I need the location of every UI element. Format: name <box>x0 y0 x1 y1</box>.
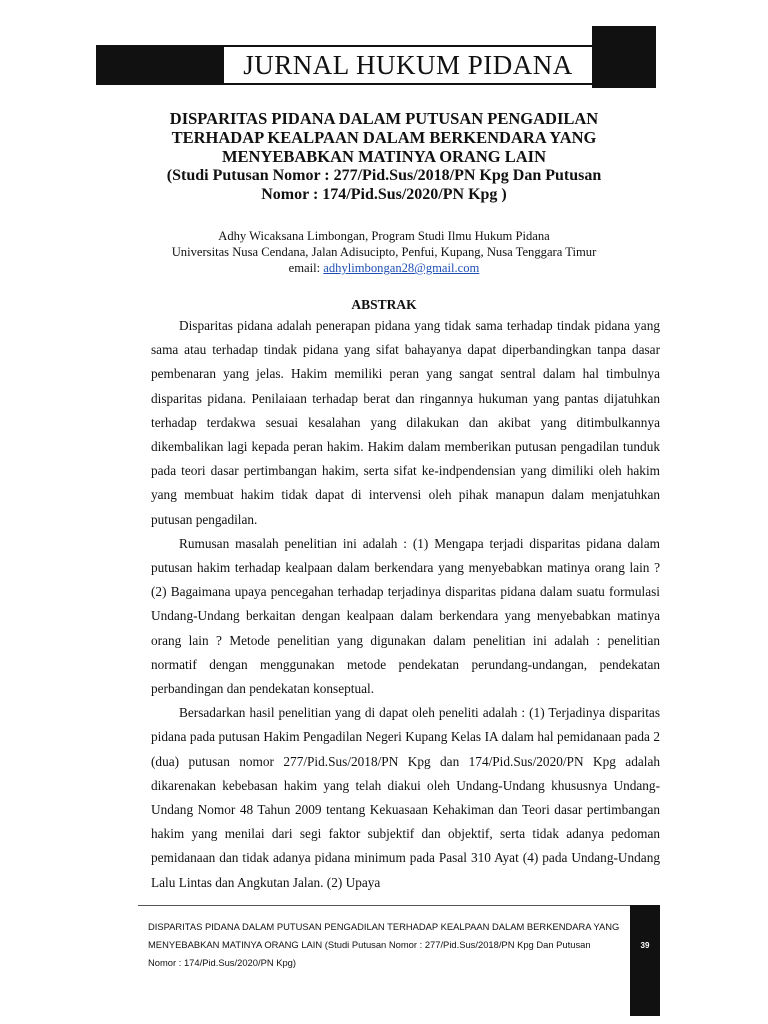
abstract-paragraph: Disparitas pidana adalah penerapan pidana yang tidak sama terhadap tindak pidana yang sama atau terhadap tindak pidana yang sifat bahayanya dapat diperbandingkan tanpa dasar pembenaran yang jelas. Hakim memiliki peran yang sangat sentral dalam hal timbulnya disparitas pidana. Penilaiaan terhadap berat dan ringannya hukuman yang pantas dijatuhkan terhadap terdakwa sesuai kesalahan yang dilakukan dan akibat yang ditimbulkannya dikembalikan lagi kepada peran hakim. Hakim dalam memberikan putusan pengadilan tunduk pada teori dasar pertimbangan hakim, serta sifat ke-indpendensian yang dimiliki oleh hakim yang membuat hakim tidak dapat di intervensi oleh pihak manapun dalam menjatuhkan putusan pengadilan. <box>151 318 660 527</box>
footer-line: Nomor : 174/Pid.Sus/2020/PN Kpg) <box>148 957 296 968</box>
journal-title: JURNAL HUKUM PIDANA <box>224 45 592 85</box>
author-affiliation: Universitas Nusa Cendana, Jalan Adisucipto, Penfui, Kupang, Nusa Tenggara Timur <box>171 245 597 259</box>
title-line: MENYEBABKAN MATINYA ORANG LAIN <box>221 147 547 166</box>
footer-divider <box>138 905 630 906</box>
article-title <box>110 109 658 204</box>
page-number-block <box>630 905 660 1016</box>
header-black-block-left <box>96 45 224 85</box>
header-black-block-right <box>592 26 656 88</box>
title-line: TERHADAP KEALPAAN DALAM BERKENDARA YANG <box>171 128 597 147</box>
footer-line: MENYEBABKAN MATINYA ORANG LAIN (Studi Putusan Nomor : 277/Pid.Sus/2018/PN Kpg Dan Putusan <box>148 939 591 950</box>
abstract-paragraph: Bersadarkan hasil penelitian yang di dapat oleh peneliti adalah : (1) Terjadinya disparitas pidana pada putusan Hakim Pengadilan Negeri Kupang Kelas IA dalam hal pemidanaan pada 2 (dua) putusan nomor 277/Pid.Sus/2018/PN Kpg dan 174/Pid.Sus/2020/PN Kpg adalah dikarenakan kebebasan hakim yang telah diakui oleh Undang-Undang khususnya Undang-Undang Nomor 48 Tahun 2009 tentang Kekuasaan Kehakiman dan Teori dasar pertimbangan hakim yang menilai dari segi faktor subjektif dan objektif, serta tidak adanya pedoman pemidanaan dan tidak adanya pidana minimum pada Pasal 310 Ayat (4) pada Undang-Undang Lalu Lintas dan Angkutan Jalan. (2) Upaya <box>151 705 660 890</box>
title-line: DISPARITAS PIDANA DALAM PUTUSAN PENGADILAN <box>169 109 599 128</box>
abstract-paragraph: Rumusan masalah penelitian ini adalah : (1) Mengapa terjadi disparitas pidana dalam putusan hakim terhadap kealpaan dalam berkendara yang menyebabkan matinya orang lain ? (2) Bagaimana upaya pencegahan terhadap terjadinya disparitas pidana dalam suatu formulasi Undang-Undang berkaitan dengan kealpaan dalam berkendara yang menyebabkan matinya orang lain ? Metode penelitian yang digunakan dalam penelitian ini adalah : penelitian normatif dengan menggunakan metode pendekatan perundang-undangan, pendekatan perbandingan dan pendekatan konseptual. <box>151 535 660 697</box>
author-email-line <box>110 260 658 276</box>
running-footer <box>148 918 620 972</box>
title-subtitle-line: Nomor : 174/Pid.Sus/2020/PN Kpg ) <box>261 186 507 203</box>
email-label: email: <box>288 261 324 275</box>
email-link[interactable]: adhylimbongan28@gmail.com <box>323 261 480 275</box>
page-number: 39 <box>640 941 650 950</box>
footer-line: DISPARITAS PIDANA DALAM PUTUSAN PENGADILAN TERHADAP KEALPAAN DALAM BERKENDARA YANG <box>148 921 620 932</box>
author-name-program: Adhy Wicaksana Limbongan, Program Studi Ilmu Hukum Pidana <box>218 229 550 243</box>
abstract-heading: ABSTRAK <box>351 297 417 312</box>
author-block <box>110 228 658 276</box>
abstract-body <box>151 314 660 895</box>
title-subtitle-line: (Studi Putusan Nomor : 277/Pid.Sus/2018/PN Kpg Dan Putusan <box>166 167 602 184</box>
